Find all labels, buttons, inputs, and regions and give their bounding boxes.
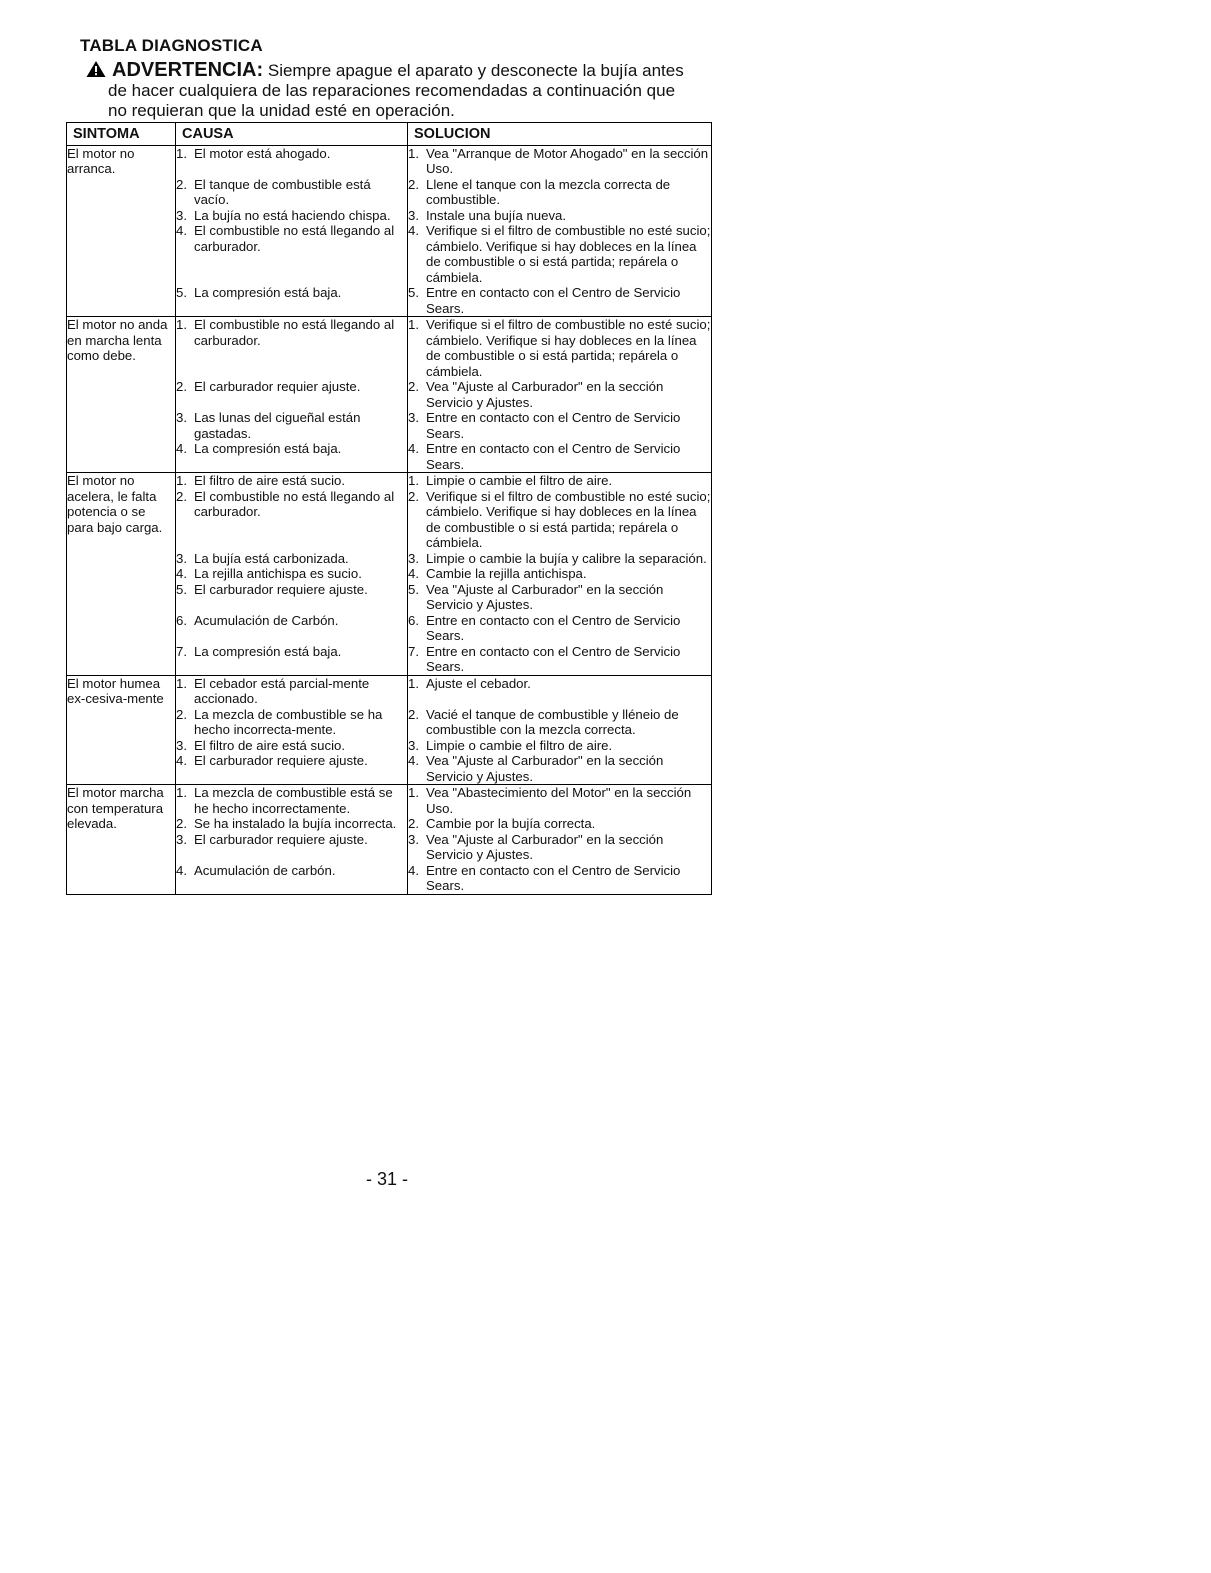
symptom-text: El motor no anda en marcha lenta como debe. [67,317,168,363]
solution-item: 1. Limpie o cambie el filtro de aire. [408,473,613,488]
warning-notice [86,60,726,121]
solution-item: 2. Vea "Ajuste al Carburador" en la sección Servicio y Ajustes. [408,379,664,410]
solution-item: 3. Limpie o cambie la bujía y calibre la separación. [408,550,707,566]
cause-item: 2. La mezcla de combustible se ha hecho incorrecta-mente. [176,706,383,737]
cause-item: 3. La bujía está carbonizada. [176,550,349,566]
solution-cell [408,785,712,895]
solution-item: 4. Verifique si el filtro de combustible no esté sucio; cámbielo. Verifique si hay dobleces en la línea de combustible o si está partida; repárela o cámbiela. [408,223,711,285]
solution-item: 4. Entre en contacto con el Centro de Servicio Sears. [408,862,681,893]
warning-line-2: de hacer cualquiera de las reparaciones recomendadas a continuación que [108,81,676,100]
page-title: TABLA DIAGNOSTICA [80,36,263,55]
solution-item: 6. Entre en contacto con el Centro de Servicio Sears. [408,612,681,643]
cause-item: 4. El carburador requiere ajuste. [176,753,368,768]
solution-item: 7. Entre en contacto con el Centro de Servicio Sears. [408,643,681,674]
cause-item: 2. El combustible no está llegando al carburador. [176,488,395,519]
cause-item: 5. El carburador requiere ajuste. [176,581,368,597]
cause-item: 3. El filtro de aire está sucio. [176,737,345,753]
cause-item: 2. El carburador requier ajuste. [176,379,361,394]
solution-item: 2. Cambie por la bujía correcta. [408,816,596,831]
symptom-text: El motor humea ex-cesiva-mente [67,675,164,706]
table-row [67,317,712,473]
solution-item: 1. Ajuste el cebador. [408,675,531,691]
solution-item: 1. Vea "Abastecimiento del Motor" en la sección Uso. [408,785,692,816]
cause-item: 4. El combustible no está llegando al carburador. [176,223,395,254]
cause-cell [176,785,408,895]
solution-item: 4. Entre en contacto con el Centro de Servicio Sears. [408,441,681,472]
cause-item: 4. La rejilla antichispa es sucio. [176,566,362,581]
cause-item: 4. Acumulación de carbón. [176,862,336,878]
cause-item: 1. El filtro de aire está sucio. [176,473,345,488]
cause-item: 2. Se ha instalado la bujía incorrecta. [176,816,397,831]
table-row [67,145,712,317]
cause-item: 1. El motor está ahogado. [176,145,331,161]
warning-line-3: no requieran que la unidad esté en operación. [108,101,455,120]
diagnostic-table [66,122,712,895]
solution-item: 3. Vea "Ajuste al Carburador" en la sección Servicio y Ajustes. [408,831,664,862]
solution-item: 3. Limpie o cambie el filtro de aire. [408,737,613,753]
cause-item: 3. Las lunas del cigueñal están gastadas. [176,410,361,441]
solution-item: 2. Vacié el tanque de combustible y lléneio de combustible con la mezcla correcta. [408,706,679,737]
header-causa: CAUSA [176,123,408,146]
solution-cell [408,145,712,317]
cause-item: 3. El carburador requiere ajuste. [176,831,368,847]
table-body [67,145,712,894]
solution-item: 2. Verifique si el filtro de combustible no esté sucio; cámbielo. Verifique si hay dobleces en la línea de combustible o si está partida; repárela o cámbiela. [408,488,711,550]
page-number: - 31 - [366,1169,409,1189]
solution-item: 1. Vea "Arranque de Motor Ahogado" en la sección Uso. [408,145,709,176]
table-row [67,785,712,895]
symptom-text: El motor no acelera, le falta potencia o se para bajo carga. [67,473,163,535]
solution-item: 1. Verifique si el filtro de combustible no esté sucio; cámbielo. Verifique si hay dobleces en la línea de combustible o si está partida; repárela o cámbiela. [408,317,711,379]
solution-item: 4. Vea "Ajuste al Carburador" en la sección Servicio y Ajustes. [408,753,664,784]
solution-item: 3. Entre en contacto con el Centro de Servicio Sears. [408,410,681,441]
cause-cell [176,473,408,676]
cause-item: 1. La mezcla de combustible está se he hecho incorrectamente. [176,785,393,816]
warning-triangle-icon [86,60,106,78]
symptom-cell [67,145,176,317]
cause-item: 1. El combustible no está llegando al carburador. [176,317,395,348]
header-sintoma: SINTOMA [67,123,176,146]
table-header-row [67,123,712,146]
solution-cell [408,675,712,785]
solution-cell [408,473,712,676]
cause-item: 1. El cebador está parcial-mente accionado. [176,675,370,706]
symptom-text: El motor no arranca. [67,145,135,176]
cause-cell [176,675,408,785]
symptom-text: El motor marcha con temperatura elevada. [67,785,164,831]
table-row [67,675,712,785]
warning-line-1: Siempre apague el aparato y desconecte la bujía antes [267,61,684,80]
solution-item: 5. Entre en contacto con el Centro de Servicio Sears. [408,285,681,316]
table-row [67,473,712,676]
header-solucion: SOLUCION [408,123,712,146]
symptom-cell [67,675,176,785]
cause-item: 2. El tanque de combustible está vacío. [176,176,371,207]
symptom-cell [67,317,176,473]
symptom-cell [67,473,176,676]
cause-cell [176,317,408,473]
solution-item: 4. Cambie la rejilla antichispa. [408,566,587,581]
cause-cell [176,145,408,317]
solution-cell [408,317,712,473]
warning-label: ADVERTENCIA: [112,59,264,81]
cause-item: 7. La compresión está baja. [176,643,342,659]
solution-item: 2. Llene el tanque con la mezcla correcta de combustible. [408,176,671,207]
solution-item: 3. Instale una bujía nueva. [408,207,567,223]
cause-item: 4. La compresión está baja. [176,441,342,456]
cause-item: 3. La bujía no está haciendo chispa. [176,207,391,223]
cause-item: 5. La compresión está baja. [176,285,342,300]
solution-item: 5. Vea "Ajuste al Carburador" en la sección Servicio y Ajustes. [408,581,664,612]
symptom-cell [67,785,176,895]
cause-item: 6. Acumulación de Carbón. [176,612,339,628]
